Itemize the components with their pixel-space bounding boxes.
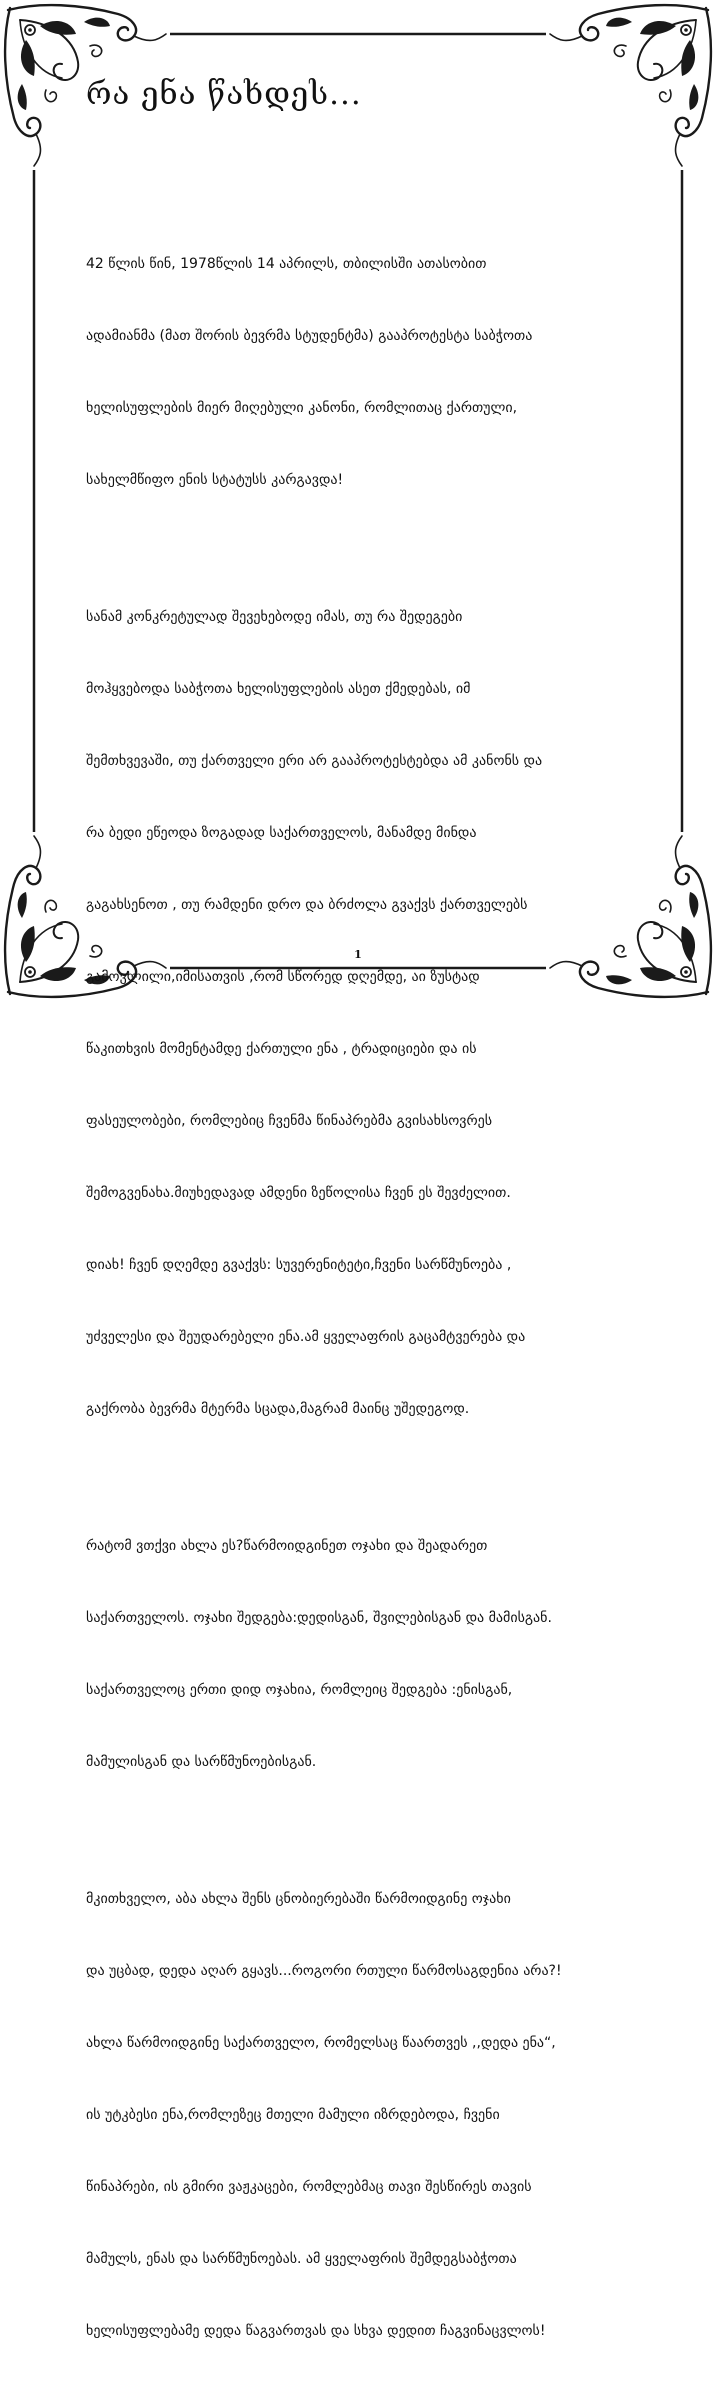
paragraph-line: გაგახსენოთ , თუ რამდენი დრო და ბრძოლა გვაქვს ქართველებს [86, 897, 528, 913]
paragraph-line: შემთხვევაში, თუ ქართველი ერი არ გააპროტესტებდა ამ კანონს და [86, 753, 543, 769]
paragraph-1 [86, 204, 664, 540]
paragraph-line: გამოვლილი,იმისათვის ,რომ სწორედ დღემდე, აი ზუსტად [86, 969, 480, 985]
paragraph-line: ხელისუფლებამე დედა წაგვართვას და სხვა დედით ჩაგვინაცვლოს! [86, 2323, 546, 2339]
corner-ornament-top-right [550, 5, 711, 166]
paragraph-line: მოჰყვებოდა საბჭოთა ხელისუფლების ასეთ ქმედებას, იმ [86, 681, 471, 697]
paragraph-line: შემოგვენახა.მიუხედავად ამდენი ზეწოლისა ჩვენ ეს შევძელით. [86, 1185, 511, 1201]
paragraph-line: დიახ! ჩვენ დღემდე გვაქვს: სუვერენიტეტი,ჩვენი სარწმუნოება , [86, 1257, 512, 1273]
paragraph-2 [86, 557, 664, 1469]
paragraph-line: მკითხველო, აბა ახლა შენს ცნობიერებაში წარმოიდგინე ოჯახი [86, 1891, 511, 1907]
paragraph-line: სახელმწიფო ენის სტატუსს კარგავდა! [86, 472, 344, 488]
paragraph-line: რა ბედი ეწეოდა ზოგადად საქართველოს, მანამდე მინდა [86, 825, 477, 841]
paragraph-3 [86, 1486, 664, 1822]
document-title: რა ენა წახდეს... [86, 76, 362, 112]
paragraph-line: ფასეულობები, რომლებიც ჩვენმა წინაპრებმა გვისახსოვრეს [86, 1113, 493, 1129]
page-number: 1 [354, 948, 362, 961]
paragraph-line: წინაპრები, ის გმირი ვაჟკაცები, რომლებმაც თავი შესწირეს თავის [86, 2179, 532, 2195]
paragraph-line: საქართველოს. ოჯახი შედგება:დედისგან, შვილებისგან და მამისგან. [86, 1610, 552, 1626]
paragraph-line: 42 წლის წინ, 1978წლის 14 აპრილს, თბილისში ათასობით [86, 256, 487, 272]
paragraph-line: ადამიანმა (მათ შორის ბევრმა სტუდენტმა) გააპროტესტა საბჭოთა [86, 328, 533, 344]
paragraph-line: გაქრობა ბევრმა მტერმა სცადა,მაგრამ მაინც უშედეგოდ. [86, 1401, 470, 1417]
paragraph-line: საქართველოც ერთი დიდ ოჯახია, რომლეიც შედგება :ენისგან, [86, 1682, 513, 1698]
paragraph-line: წაკითხვის მომენტამდე ქართული ენა , ტრადიციები და ის [86, 1041, 477, 1057]
paragraph-line: უძველესი და შეუდარებელი ენა.ამ ყველაფრის გაცამტვერება და [86, 1329, 526, 1345]
document-body [86, 204, 664, 2408]
paragraph-line: და უცბად, დედა აღარ გყავს...როგორი რთული წარმოსაგდენია არა?! [86, 1963, 562, 1979]
paragraph-line: ხელისუფლების მიერ მიღებული კანონი, რომლითაც ქართული, [86, 400, 518, 416]
paragraph-line: ახლა წარმოიდგინე საქართველო, რომელსაც წაართვეს ,,დედა ენა“, [86, 2035, 556, 2051]
paragraph-line: ის უტკბესი ენა,რომლეზეც მთელი მამული იზრდებოდა, ჩვენი [86, 2107, 500, 2123]
paragraph-line: მამულისგან და სარწმუნოებისგან. [86, 1754, 317, 1770]
paragraph-line: რატომ ვთქვი ახლა ეს?წარმოიდგინეთ ოჯახი და შეადარეთ [86, 1538, 488, 1554]
paragraph-4 [86, 1839, 664, 2391]
paragraph-line: მამულს, ენას და სარწმუნოებას. ამ ყველაფრის შემდეგსაბჭოთა [86, 2251, 517, 2267]
paragraph-line: სანამ კონკრეტულად შევეხებოდე იმას, თუ რა შედეგები [86, 609, 463, 625]
